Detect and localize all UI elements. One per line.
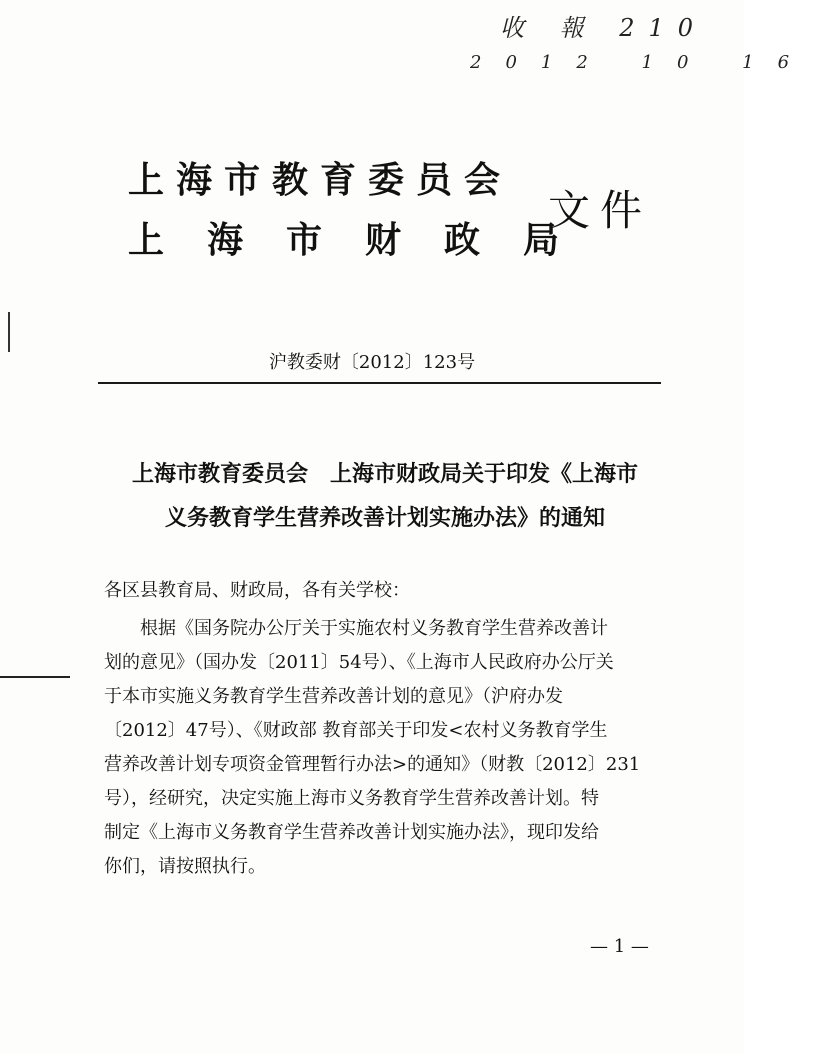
issuer-finance-bureau: 上海市财政局 <box>128 219 603 261</box>
handwritten-receipt-note <box>470 8 813 78</box>
issuer-education-commission: 上海市教育委员会 <box>128 159 513 201</box>
body-line: 〔2012〕47号）、《财政部 教育部关于印发<农村义务教育学生 <box>104 720 608 741</box>
body-paragraph <box>104 612 664 884</box>
body-line: 号），经研究，决定实施上海市义务教育学生营养改善计划。特 <box>104 788 599 809</box>
body-line: 营养改善计划专项资金管理暂行办法>的通知》（财教〔2012〕231 <box>104 754 641 775</box>
document-number: 沪教委财〔2012〕123号 <box>268 352 476 373</box>
page-number: — 1 — <box>590 936 649 957</box>
title-line-1: 上海市教育委员会 上海市财政局关于印发《上海市 <box>131 461 638 487</box>
document-label: 文件 <box>548 186 653 235</box>
title-line-2: 义务教育学生营养改善计划实施办法》的通知 <box>164 505 605 531</box>
handwritten-receipt-mark: 收 報 210 <box>500 14 708 42</box>
salutation: 各区县教育局、财政局，各有关学校： <box>104 580 410 601</box>
scan-margin-line <box>0 676 70 678</box>
body-line: 制定《上海市义务教育学生营养改善计划实施办法》，现印发给 <box>104 822 599 843</box>
body-line: 根据《国务院办公厅关于实施农村义务教育学生营养改善计 <box>140 618 608 639</box>
handwritten-date: 2012 10 16 <box>470 52 813 73</box>
scan-margin-mark <box>8 312 10 352</box>
header-divider <box>98 382 661 384</box>
document-title <box>90 452 680 540</box>
body-line: 划的意见》（国办发〔2011〕54号）、《上海市人民政府办公厅关 <box>104 652 614 673</box>
body-line: 于本市实施义务教育学生营养改善计划的意见》（沪府办发 <box>104 686 563 707</box>
body-line: 你们，请按照执行。 <box>104 856 266 877</box>
